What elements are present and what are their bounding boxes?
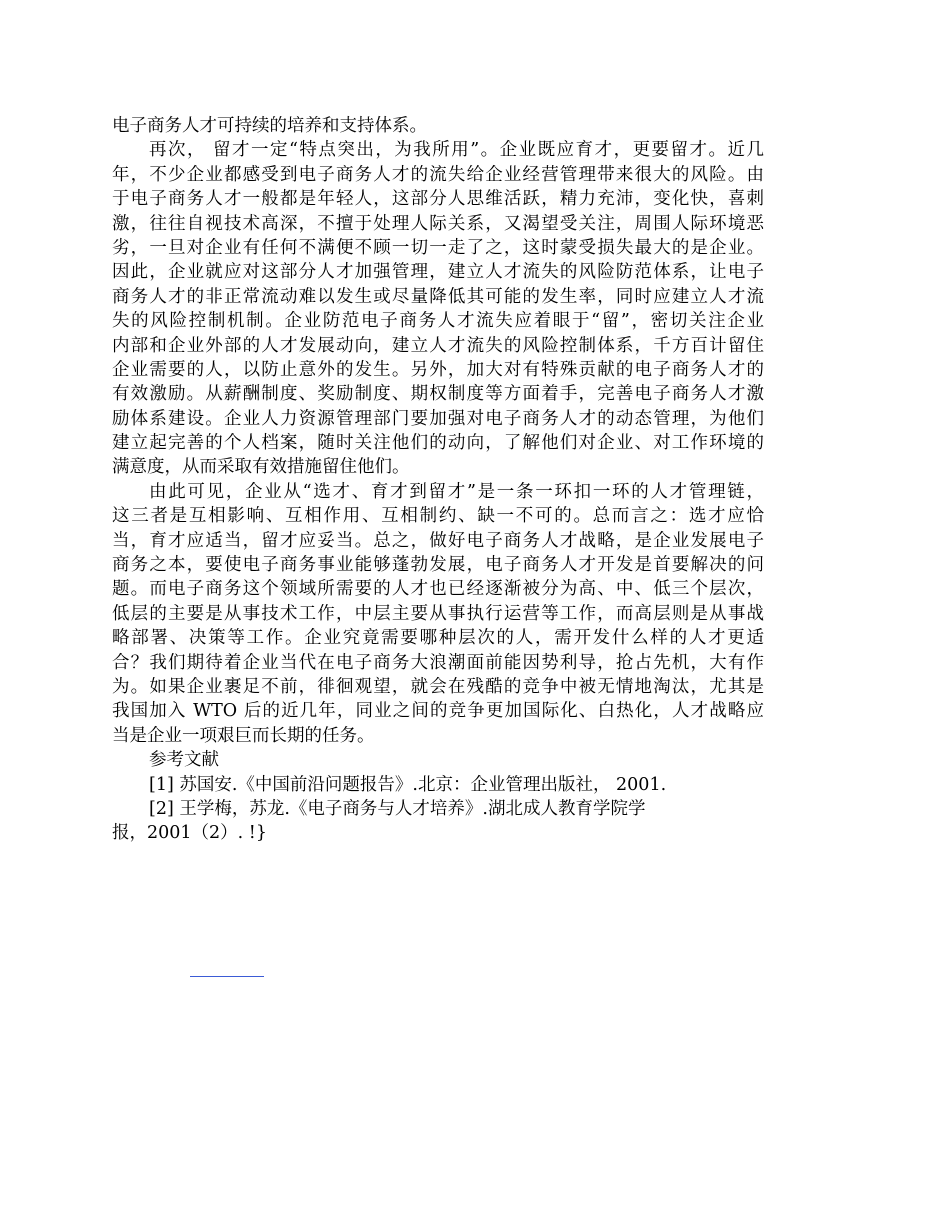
reference-item-continuation: 报，2001（2）. !} xyxy=(112,823,267,844)
text-line: 企业需要的人，以防止意外的发生。另外，加大对有特殊贡献的电子商务人才的 xyxy=(112,359,764,380)
text-line: 为。如果企业裹足不前，徘徊观望，就会在残酷的竞争中被无情地淘汰，尤其是 xyxy=(112,676,764,697)
text-line: 励体系建设。企业人力资源管理部门要加强对电子商务人才的动态管理，为他们 xyxy=(112,408,764,429)
text-line: 电子商务人才可持续的培养和支持体系。 xyxy=(112,116,427,136)
text-line: 当是企业一项艰巨而长期的任务。 xyxy=(112,725,375,746)
reference-item: [2] 王学梅，苏龙.《电子商务与人才培养》.湖北成人教育学院学 xyxy=(149,798,646,819)
text-line: 激，往往自视技术高深，不擅于处理人际关系，又渴望受关注，周围人际环境恶 xyxy=(112,213,764,234)
text-line: 劣，一旦对企业有任何不满便不顾一切一走了之，这时蒙受损失最大的是企业。 xyxy=(112,237,764,258)
text-line: 题。而电子商务这个领域所需要的人才也已经逐渐被分为高、中、低三个层次， xyxy=(112,579,764,600)
text-line: 当，育才应适当，留才应妥当。总之，做好电子商务人才战略，是企业发展电子 xyxy=(112,530,764,551)
text-line: 满意度，从而采取有效措施留住他们。 xyxy=(112,457,410,478)
text-line: 合？我们期待着企业当代在电子商务大浪潮面前能因势利导，抢占先机，大有作 xyxy=(112,652,764,673)
text-line: 我国加入 WTO 后的近几年，同业之间的竞争更加国际化、白热化，人才战略应 xyxy=(112,701,764,722)
text-line: 商务之本，要使电子商务事业能够蓬勃发展，电子商务人才开发是首要解决的问 xyxy=(112,555,764,576)
text-line: 再次， 留才一定“特点突出，为我所用”。企业既应育才，更要留才。近几 xyxy=(149,140,764,161)
text-line: 因此，企业就应对这部分人才加强管理，建立人才流失的风险防范体系，让电子 xyxy=(112,262,764,283)
text-line: 建立起完善的个人档案，随时关注他们的动向，了解他们对企业、对工作环境的 xyxy=(112,433,764,454)
text-line: 年，不少企业都感受到电子商务人才的流失给企业经营管理带来很大的风险。由 xyxy=(112,164,764,185)
text-line: 失的风险控制机制。企业防范电子商务人才流失应着眼于“留”，密切关注企业 xyxy=(112,311,764,332)
footnote-divider xyxy=(190,976,264,977)
text-line: 商务人才的非正常流动难以发生或尽量降低其可能的发生率，同时应建立人才流 xyxy=(112,286,764,307)
text-line: 这三者是互相影响、互相作用、互相制约、缺一不可的。总而言之：选才应恰 xyxy=(112,506,764,527)
text-line: 于电子商务人才一般都是年轻人，这部分人思维活跃，精力充沛，变化快，喜刺 xyxy=(112,189,764,210)
text-line: 低层的主要是从事技术工作，中层主要从事执行运营等工作，而高层则是从事战 xyxy=(112,603,764,624)
document-body xyxy=(112,114,764,846)
text-line: 略部署、决策等工作。企业究竟需要哪种层次的人，需开发什么样的人才更适 xyxy=(112,628,764,649)
references-heading: 参考文献 xyxy=(149,750,219,771)
text-line: 内部和企业外部的人才发展动向，建立人才流失的风险控制体系，千方百计留住 xyxy=(112,335,764,356)
text-line: 由此可见，企业从“选才、育才到留才”是一条一环扣一环的人才管理链， xyxy=(149,481,764,502)
reference-item: [1] 苏国安.《中国前沿问题报告》.北京：企业管理出版社， 2001. xyxy=(149,774,667,795)
text-line: 有效激励。从薪酬制度、奖励制度、期权制度等方面着手，完善电子商务人才激 xyxy=(112,384,764,405)
